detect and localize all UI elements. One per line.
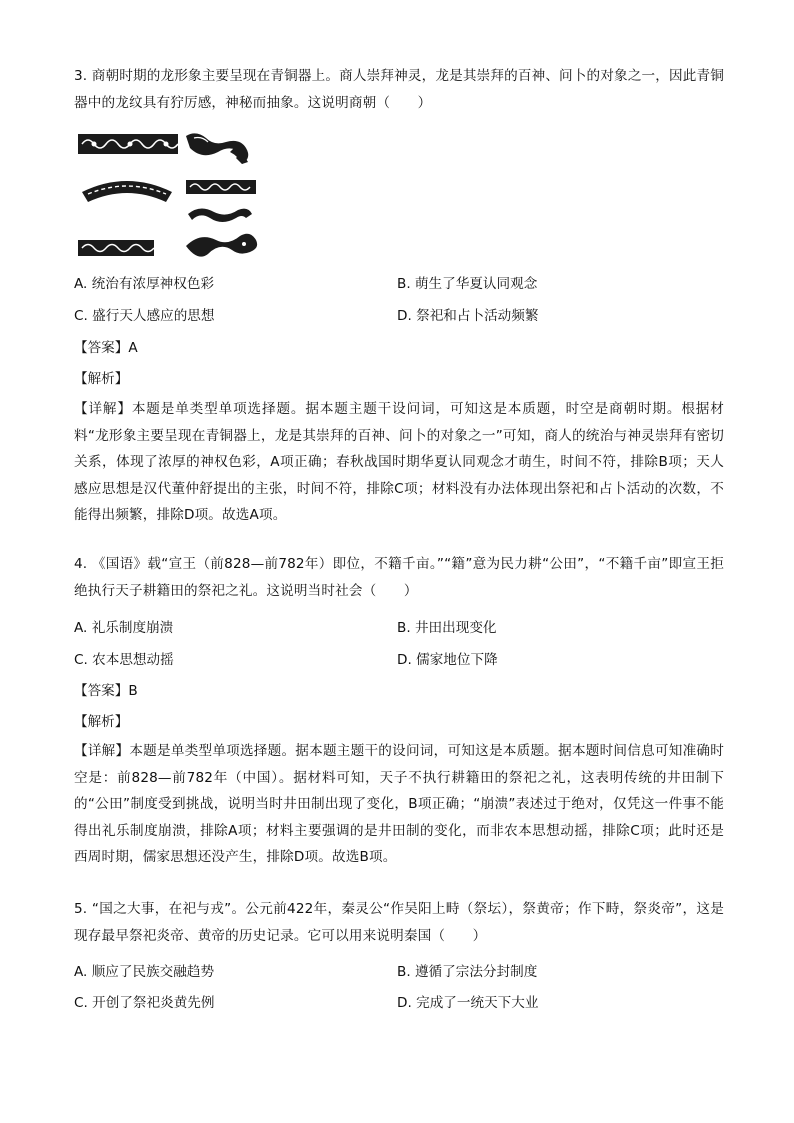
q4-option-c: C. 农本思想动摇 — [74, 652, 174, 668]
q3-option-c: C. 盛行天人感应的思想 — [74, 308, 215, 324]
q4-analysis-heading: 【解析】 — [74, 714, 129, 730]
q5-option-c: C. 开创了祭祀炎黄先例 — [74, 995, 215, 1011]
q4-answer: 【答案】B — [74, 683, 138, 699]
dragon-pattern-band-1 — [78, 134, 178, 154]
q5-option-d: D. 完成了一统天下大业 — [397, 995, 539, 1011]
q3-option-a: A. 统治有浓厚神权色彩 — [74, 276, 215, 292]
dragon-figure-2 — [188, 208, 252, 222]
dragon-pattern-band-2 — [186, 180, 256, 194]
q3-option-b: B. 萌生了华夏认同观念 — [397, 276, 538, 292]
question-4-stem: 4. 《国语》载“宣王（前828—前782年）即位，不籍千亩。”“籍”意为民力耕“公田”，“不籍千亩”即宣王拒绝执行天子耕籍田的祭祀之礼。这说明当时社会（ ） — [74, 556, 724, 599]
dragon-pattern-band-3 — [78, 240, 154, 256]
q4-detailed-explanation: 【详解】本题是单类型单项选择题。据本题主题干的设问词，可知这是本质题。据本题时间信息可知准确时空是：前828—前782年（中国）。据材料可知，天子不执行耕籍田的祭祀之礼，这表明传统的井田制下的“公田”制度受到挑战，说明当时井田制出现了变化，B项正确；“崩溃”表述过于绝对，仅凭这一件事不能得出礼乐制度崩溃，排除A项；材料主要强调的是井田制的变化，而非农本思想动摇，排除C项；此时还是西周时期，儒家思想还没产生，排除D项。故选B项。 — [74, 743, 724, 865]
q3-answer: 【答案】A — [74, 340, 138, 356]
arched-bronze-ornament — [82, 181, 172, 202]
dragon-figure-3 — [186, 234, 257, 257]
question-5-stem: 5. “国之大事，在祀与戎”。公元前422年，秦灵公“作吴阳上畤（祭坛），祭黄帝；作下畤，祭炎帝”，这是现存最早祭祀炎帝、黄帝的历史记录。它可以用来说明秦国（ ） — [74, 901, 724, 944]
q4-option-b: B. 井田出现变化 — [397, 620, 497, 636]
bronze-dragon-patterns-figure — [74, 128, 264, 263]
q3-analysis-heading: 【解析】 — [74, 371, 129, 387]
q5-option-a: A. 顺应了民族交融趋势 — [74, 964, 215, 980]
q3-option-d: D. 祭祀和占卜活动频繁 — [397, 308, 539, 324]
dragon-figure-1 — [186, 133, 248, 164]
question-3-stem: 3. 商朝时期的龙形象主要呈现在青铜器上。商人崇拜神灵，龙是其崇拜的百神、问卜的对象之一，因此青铜器中的龙纹具有狞厉感，神秘而抽象。这说明商朝（ ） — [74, 68, 724, 111]
q4-option-a: A. 礼乐制度崩溃 — [74, 620, 174, 636]
q3-detailed-explanation: 【详解】本题是单类型单项选择题。据本题主题干设问词，可知这是本质题，时空是商朝时期。根据材料“龙形象主要呈现在青铜器上，龙是其崇拜的百神、问卜的对象之一”可知，商人的统治与神灵崇拜有密切关系，体现了浓厚的神权色彩，A项正确；春秋战国时期华夏认同观念才萌生，时间不符，排除B项；天人感应思想是汉代董仲舒提出的主张，时间不符，排除C项；材料没有办法体现出祭祀和占卜活动的次数，不能得出频繁，排除D项。故选A项。 — [74, 401, 724, 523]
q4-option-d: D. 儒家地位下降 — [397, 652, 498, 668]
q5-option-b: B. 遵循了宗法分封制度 — [397, 964, 538, 980]
